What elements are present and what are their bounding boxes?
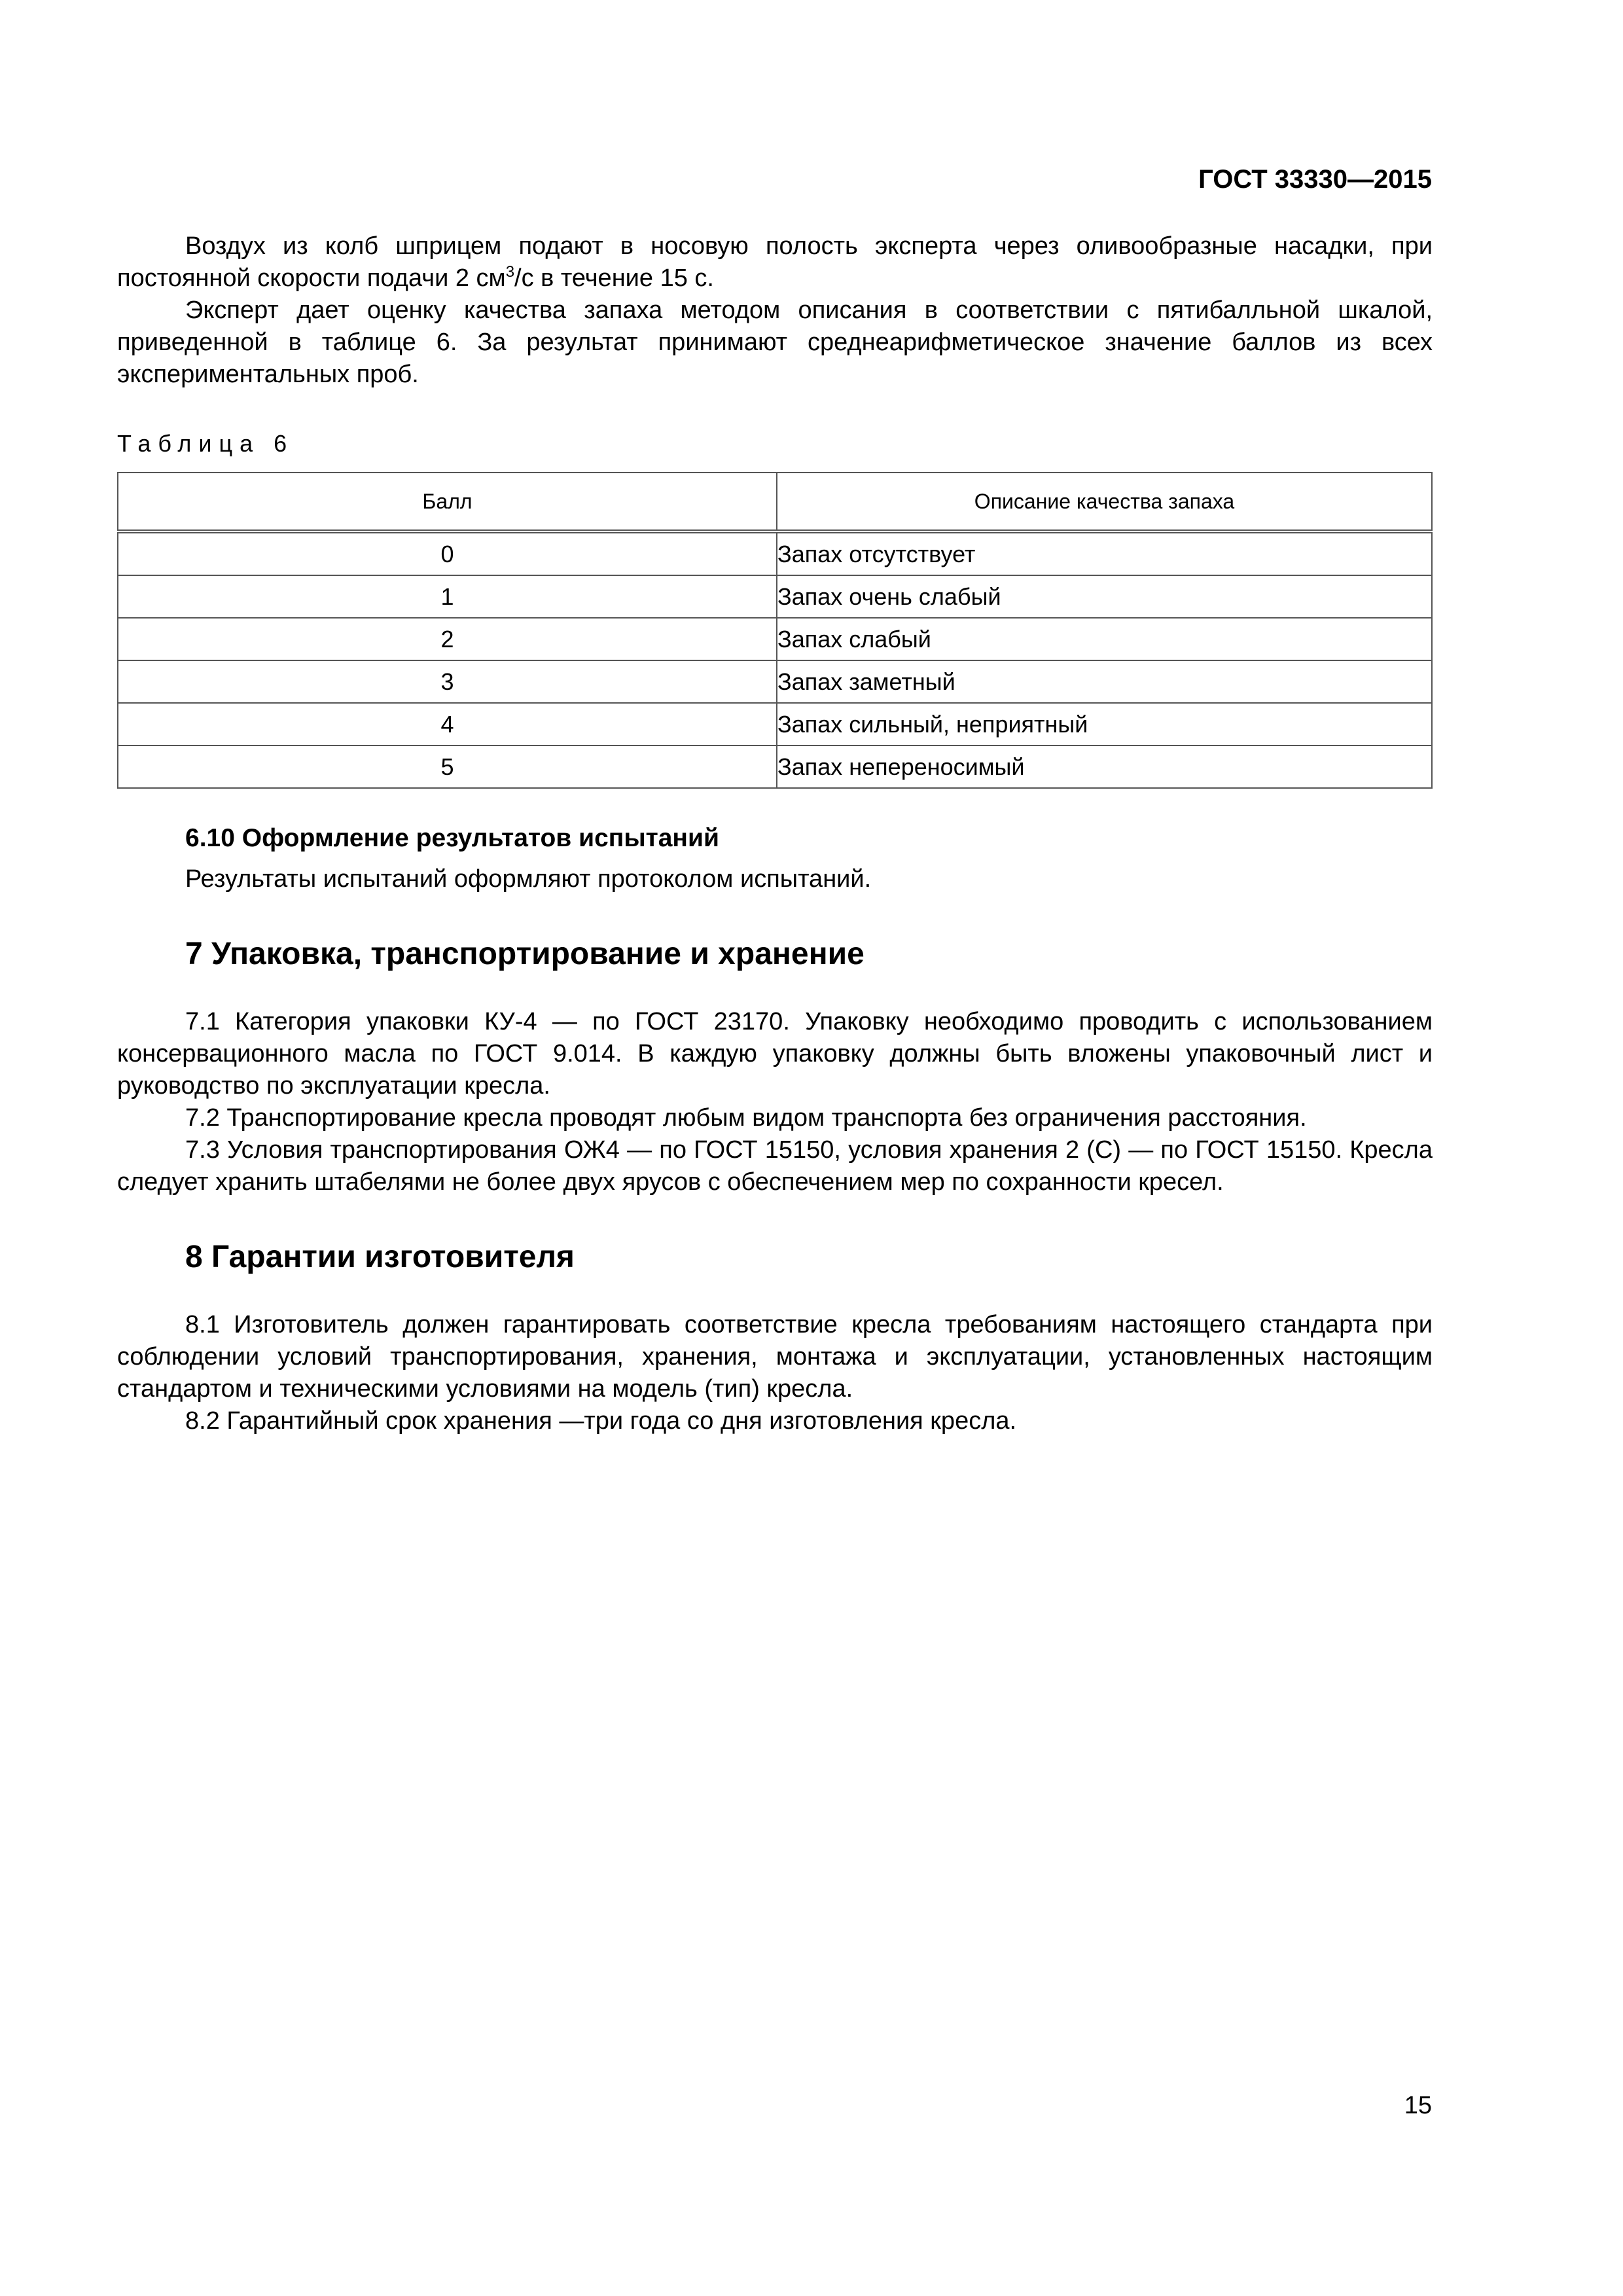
description-cell: Запах очень слабый	[777, 575, 1432, 618]
section-title-8: 8 Гарантии изготовителя	[185, 1240, 575, 1274]
score-cell: 0	[118, 531, 777, 575]
intro-paragraph-1-text: Воздух из колб шприцем подают в носовую полость эксперта через оливообразные насадки, при постоянной скорости подачи 2 см	[117, 232, 1433, 292]
table-row	[118, 531, 1432, 575]
description-cell: Запах сильный, неприятный	[777, 703, 1432, 745]
score-cell: 3	[118, 660, 777, 703]
document-code: ГОСТ 33330—2015	[1198, 165, 1432, 194]
description-cell: Запах заметный	[777, 660, 1432, 703]
paragraph-7-2: 7.2 Транспортирование кресла проводят любым видом транспорта без ограничения расстояния.	[185, 1104, 1307, 1132]
table-row	[118, 575, 1432, 618]
table-row	[118, 703, 1432, 745]
header-score: Балл	[118, 473, 777, 531]
subsection-6-10-text: Результаты испытаний оформляют протоколом испытаний.	[185, 865, 872, 893]
table-caption: Таблица 6	[117, 430, 294, 457]
superscript-exponent: 3	[505, 263, 515, 281]
paragraph-7-1: 7.1 Категория упаковки КУ-4 — по ГОСТ 23170. Упаковку необходимо проводить с использованием консервационного масла по ГОСТ 9.014. В каждую упаковку должны быть вложены упаковочный лист и руководство по эксплуатации кресла.	[117, 1008, 1433, 1100]
score-cell: 1	[118, 575, 777, 618]
page-content	[117, 230, 1433, 1437]
score-cell: 2	[118, 618, 777, 660]
description-cell: Запах непереносимый	[777, 745, 1432, 788]
intro-paragraph-1	[117, 230, 1433, 295]
page-number: 15	[1404, 2092, 1432, 2119]
table-row	[118, 660, 1432, 703]
intro-paragraph-1-tail: /с в течение 15 с.	[514, 264, 714, 292]
intro-paragraph-2: Эксперт дает оценку качества запаха методом описания в соответствии с пятибалльной шкалой, приведенной в таблице 6. За результат принимают среднеарифметическое значение баллов из всех экспериментальных проб.	[117, 296, 1433, 388]
table-header-row	[118, 473, 1432, 531]
paragraph-8-1: 8.1 Изготовитель должен гарантировать соответствие кресла требованиям настоящего стандарта при соблюдении условий транспортирования, хранения, монтажа и эксплуатации, установленных настоящим стандартом и техническими условиями на модель (тип) кресла.	[117, 1311, 1433, 1403]
odor-score-table	[117, 472, 1433, 789]
header-description: Описание качества запаха	[777, 473, 1432, 531]
description-cell: Запах отсутствует	[777, 531, 1432, 575]
paragraph-8-2: 8.2 Гарантийный срок хранения —три года со дня изготовления кресла.	[185, 1407, 1017, 1435]
score-cell: 4	[118, 703, 777, 745]
description-cell: Запах слабый	[777, 618, 1432, 660]
section-title-7: 7 Упаковка, транспортирование и хранение	[185, 937, 865, 971]
table-row	[118, 745, 1432, 788]
score-cell: 5	[118, 745, 777, 788]
table-row	[118, 618, 1432, 660]
paragraph-7-3: 7.3 Условия транспортирования ОЖ4 — по ГОСТ 15150, условия хранения 2 (С) — по ГОСТ 15150. Кресла следует хранить штабелями не более двух ярусов с обеспечением мер по сохранности кресел.	[117, 1136, 1433, 1196]
subsection-title-6-10: 6.10 Оформление результатов испытаний	[185, 824, 719, 852]
